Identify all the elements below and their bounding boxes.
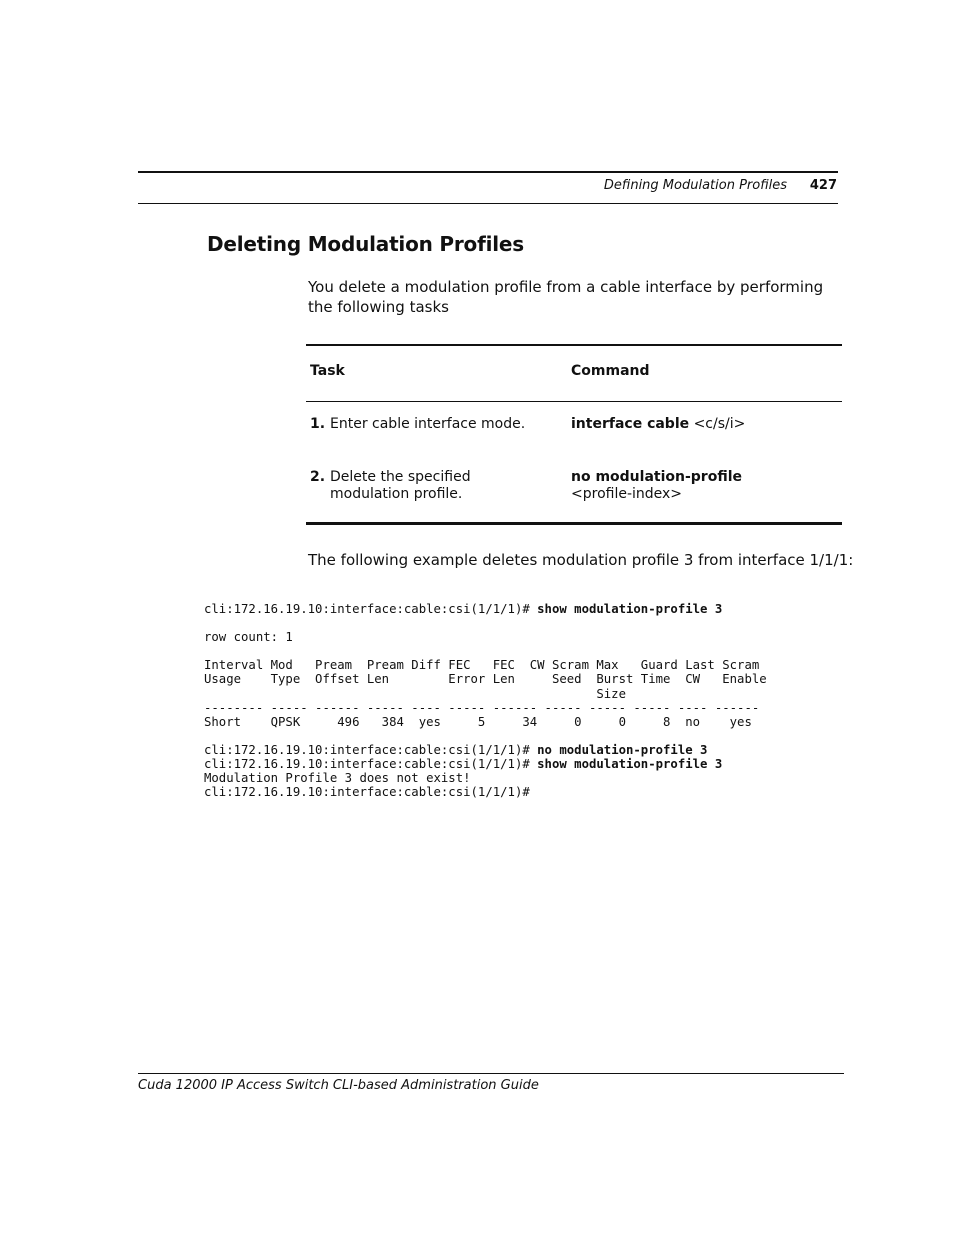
code-line (204, 672, 767, 686)
code-line (204, 687, 767, 701)
example-intro: The following example deletes modulation profile 3 from interface 1/1/1: (308, 551, 854, 569)
header-bottom-rule (138, 203, 838, 204)
code-command: show modulation-profile 3 (537, 602, 723, 616)
cli-example (204, 602, 767, 799)
code-text: cli:172.16.19.10:interface:cable:csi(1/1/1)# (204, 602, 538, 616)
code-line (204, 701, 767, 715)
header-top-rule (138, 171, 838, 173)
code-line (204, 616, 767, 630)
table-bottom-rule (306, 522, 842, 525)
step-command (571, 469, 831, 503)
code-line (204, 658, 767, 672)
code-text: -------- ----- ------ ----- ---- ----- ------ ----- ----- ----- ---- ------ (204, 700, 760, 715)
task-table (306, 344, 842, 525)
step-number: 1. (310, 416, 326, 432)
code-command: show modulation-profile 3 (537, 757, 723, 772)
command-argument: <profile-index> (571, 486, 683, 502)
code-command: no modulation-profile 3 (537, 742, 708, 757)
table-top-rule (306, 344, 842, 346)
code-text: Short QPSK 496 384 yes 5 34 0 0 8 no yes (204, 714, 752, 729)
code-text: Modulation Profile 3 does not exist! (204, 771, 471, 786)
table-header-task: Task (310, 363, 345, 379)
table-header-rule (306, 401, 842, 402)
code-text: cli:172.16.19.10:interface:cable:csi(1/1/1)# (204, 785, 530, 800)
code-text: Size (204, 686, 626, 701)
step-number: 2. (310, 469, 326, 485)
command-argument: <c/s/i> (689, 416, 746, 432)
running-title: Defining Modulation Profiles (603, 178, 787, 193)
code-line (204, 715, 767, 729)
command-keyword: no modulation-profile (571, 469, 743, 485)
step-command (571, 416, 831, 433)
footer-rule (138, 1073, 844, 1074)
code-line (204, 785, 767, 799)
code-line (204, 630, 767, 644)
intro-paragraph: You delete a modulation profile from a cable interface by performing the following tasks (308, 278, 824, 316)
table-header-command: Command (571, 363, 650, 379)
code-text: Interval Mod Pream Pream Diff FEC FEC CW Scram Max Guard Last Scram (204, 658, 760, 673)
code-text: row count: 1 (204, 630, 293, 645)
code-line (204, 644, 767, 658)
page-number: 427 (809, 178, 837, 193)
code-line (204, 602, 767, 616)
code-line (204, 757, 767, 771)
section-heading: Deleting Modulation Profiles (207, 232, 524, 256)
code-text: cli:172.16.19.10:interface:cable:csi(1/1/1)# (204, 742, 538, 757)
step-task: Enter cable interface mode. (330, 416, 526, 432)
code-line (204, 729, 767, 743)
code-text: Usage Type Offset Len Error Len Seed Burst Time CW Enable (204, 672, 767, 687)
step-task: Delete the specified modulation profile. (330, 469, 471, 502)
code-text: cli:172.16.19.10:interface:cable:csi(1/1/1)# (204, 757, 538, 772)
footer-title: Cuda 12000 IP Access Switch CLI-based Administration Guide (138, 1078, 539, 1093)
code-line (204, 743, 767, 757)
command-keyword: interface cable (571, 416, 690, 432)
code-line (204, 771, 767, 785)
